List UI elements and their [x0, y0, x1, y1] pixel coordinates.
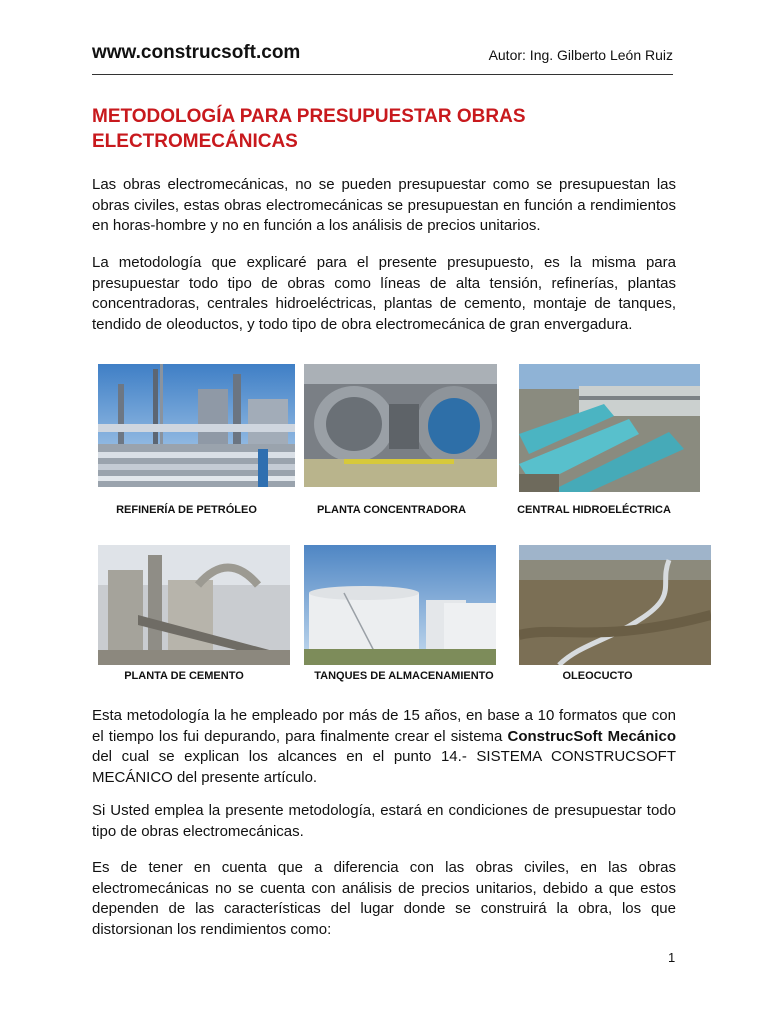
photo-concentradora — [304, 364, 497, 487]
title-line-1: METODOLOGÍA PARA PRESUPUESTAR OBRAS — [92, 106, 526, 127]
site-url[interactable]: www.construcsoft.com — [92, 42, 301, 63]
paragraph-3 — [92, 706, 676, 788]
caption-hidroelectrica: CENTRAL HIDROELÉCTRICA — [517, 504, 671, 516]
caption-cemento: PLANTA DE CEMENTO — [124, 670, 244, 682]
page-number: 1 — [668, 950, 676, 965]
paragraph-2: La metodología que explicaré para el presente presupuesto, es la misma para presupuestar todo tipo de obras como líneas de alta tensión, refinerías, plantas concentradoras, centrales hidroeléctricas, plantas de cemento, montaje de tanques, tendido de oleoductos, y todo tipo de obra electromecánica de gran envergadura. — [92, 254, 676, 333]
photo-hidroelectrica — [519, 364, 700, 492]
paragraph-3-part-b: del cual se explican los alcances en el punto 14.- SISTEMA CONSTRUCSOFT MECÁNICO del presente artículo. — [92, 748, 676, 786]
author-line: Autor: Ing. Gilberto León Ruiz — [488, 47, 673, 63]
photo-cemento — [98, 545, 290, 665]
document-title — [92, 104, 592, 154]
paragraph-3-part-a: Esta metodología la he empleado por más de 15 años, en base a 10 formatos que con el tiempo los fui depurando, para finalmente crear el sistema — [92, 707, 676, 745]
paragraph-1: Las obras electromecánicas, no se pueden presupuestar como se presupuestan las obras civiles, estas obras electromecánicas se presupuestan en función a rendimientos en horas-hombre y no en función a los análisis de precios unitarios. — [92, 176, 676, 234]
paragraph-5: Es de tener en cuenta que a diferencia con las obras civiles, en las obras electromecánicas no se cuenta con análisis de precios unitarios, debido a que estos dependen de las características del lugar donde se construirá la obra, los que distorsionan los rendimientos como: — [92, 859, 676, 938]
construcsoft-mecanico-emphasis: ConstrucSoft Mecánico — [507, 727, 676, 745]
caption-oleoducto: OLEOCUCTO — [562, 670, 633, 682]
caption-refineria: REFINERÍA DE PETRÓLEO — [116, 504, 257, 516]
caption-concentradora: PLANTA CONCENTRADORA — [316, 504, 467, 516]
header-rule — [92, 74, 673, 75]
photo-oleoducto — [519, 545, 711, 665]
page-header — [92, 42, 673, 72]
photo-refineria — [98, 364, 295, 487]
caption-tanques: TANQUES DE ALMACENAMIENTO — [314, 670, 494, 682]
title-line-2: ELECTROMECÁNICAS — [92, 131, 298, 152]
photo-tanques — [304, 545, 496, 665]
paragraph-4: Si Usted emplea la presente metodología, estará en condiciones de presupuestar todo tipo de obras electromecánicas. — [92, 802, 676, 840]
